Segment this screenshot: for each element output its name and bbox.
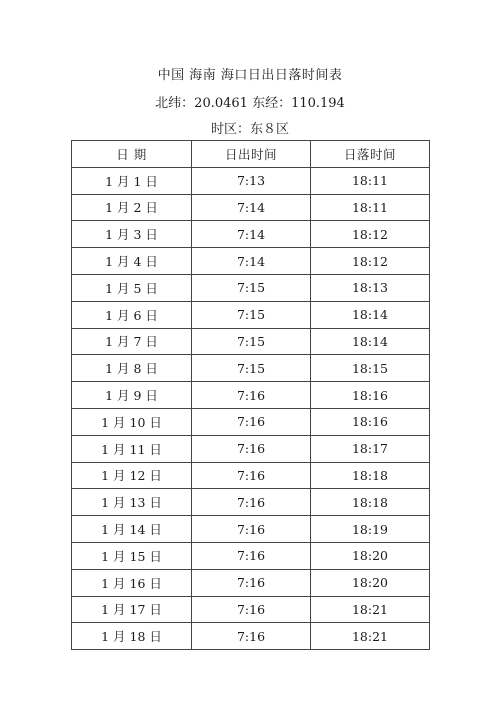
- sunset-cell: 18:14: [311, 328, 430, 355]
- sunrise-cell: 7:15: [192, 328, 311, 355]
- date-cell: 1 月 11 日: [72, 435, 192, 462]
- sunrise-cell: 7:16: [192, 489, 311, 516]
- sunset-cell: 18:19: [311, 516, 430, 543]
- sunset-cell: 18:18: [311, 462, 430, 489]
- date-cell: 1 月 15 日: [72, 542, 192, 569]
- table-row: [72, 542, 430, 569]
- sunrise-cell: 7:16: [192, 382, 311, 409]
- sunset-cell: 18:16: [311, 382, 430, 409]
- sunset-cell: 18:12: [311, 248, 430, 275]
- table-row: [72, 489, 430, 516]
- column-header-sunrise: 日出时间: [192, 141, 311, 168]
- sunset-cell: 18:15: [311, 355, 430, 382]
- table-row: [72, 435, 430, 462]
- table-row: [72, 221, 430, 248]
- sunset-cell: 18:13: [311, 274, 430, 301]
- sunrise-cell: 7:16: [192, 462, 311, 489]
- table-row: [72, 167, 430, 194]
- sunrise-cell: 7:15: [192, 301, 311, 328]
- date-cell: 1 月 6 日: [72, 301, 192, 328]
- sunrise-cell: 7:14: [192, 194, 311, 221]
- table-row: [72, 596, 430, 623]
- sunset-cell: 18:11: [311, 194, 430, 221]
- sunrise-cell: 7:14: [192, 221, 311, 248]
- date-cell: 1 月 10 日: [72, 408, 192, 435]
- table-row: [72, 274, 430, 301]
- date-cell: 1 月 18 日: [72, 623, 192, 650]
- sunrise-cell: 7:16: [192, 516, 311, 543]
- table-header-row: [72, 141, 430, 168]
- table-row: [72, 248, 430, 275]
- sunset-cell: 18:20: [311, 542, 430, 569]
- sunset-cell: 18:16: [311, 408, 430, 435]
- date-cell: 1 月 17 日: [72, 596, 192, 623]
- sunset-cell: 18:12: [311, 221, 430, 248]
- sunset-cell: 18:17: [311, 435, 430, 462]
- date-cell: 1 月 1 日: [72, 167, 192, 194]
- table-row: [72, 462, 430, 489]
- sunrise-cell: 7:16: [192, 542, 311, 569]
- sunrise-cell: 7:16: [192, 623, 311, 650]
- sunset-cell: 18:18: [311, 489, 430, 516]
- date-cell: 1 月 13 日: [72, 489, 192, 516]
- sunrise-cell: 7:13: [192, 167, 311, 194]
- table-row: [72, 382, 430, 409]
- date-cell: 1 月 4 日: [72, 248, 192, 275]
- table-row: [72, 623, 430, 650]
- table-row: [72, 194, 430, 221]
- coordinates-line: 北纬：20.0461 东经：110.194: [155, 96, 345, 111]
- sunset-cell: 18:21: [311, 623, 430, 650]
- sunset-cell: 18:14: [311, 301, 430, 328]
- sunrise-cell: 7:15: [192, 274, 311, 301]
- sunrise-cell: 7:15: [192, 355, 311, 382]
- column-header-sunset: 日落时间: [311, 141, 430, 168]
- sunset-cell: 18:11: [311, 167, 430, 194]
- date-cell: 1 月 9 日: [72, 382, 192, 409]
- timezone-line: 时区：东８区: [210, 122, 289, 137]
- date-cell: 1 月 16 日: [72, 569, 192, 596]
- date-cell: 1 月 3 日: [72, 221, 192, 248]
- sunrise-sunset-table: [71, 140, 430, 650]
- sunrise-cell: 7:16: [192, 435, 311, 462]
- table-row: [72, 301, 430, 328]
- page-title: 中国 海南 海口日出日落时间表: [157, 68, 343, 83]
- sunrise-cell: 7:16: [192, 569, 311, 596]
- table-row: [72, 569, 430, 596]
- date-cell: 1 月 12 日: [72, 462, 192, 489]
- table-row: [72, 328, 430, 355]
- sunrise-cell: 7:16: [192, 408, 311, 435]
- date-cell: 1 月 5 日: [72, 274, 192, 301]
- table-row: [72, 408, 430, 435]
- sunrise-cell: 7:16: [192, 596, 311, 623]
- sunrise-cell: 7:14: [192, 248, 311, 275]
- column-header-date: 日 期: [72, 141, 192, 168]
- sunset-cell: 18:20: [311, 569, 430, 596]
- date-cell: 1 月 8 日: [72, 355, 192, 382]
- date-cell: 1 月 7 日: [72, 328, 192, 355]
- date-cell: 1 月 2 日: [72, 194, 192, 221]
- sunset-cell: 18:21: [311, 596, 430, 623]
- table-row: [72, 516, 430, 543]
- table-row: [72, 355, 430, 382]
- date-cell: 1 月 14 日: [72, 516, 192, 543]
